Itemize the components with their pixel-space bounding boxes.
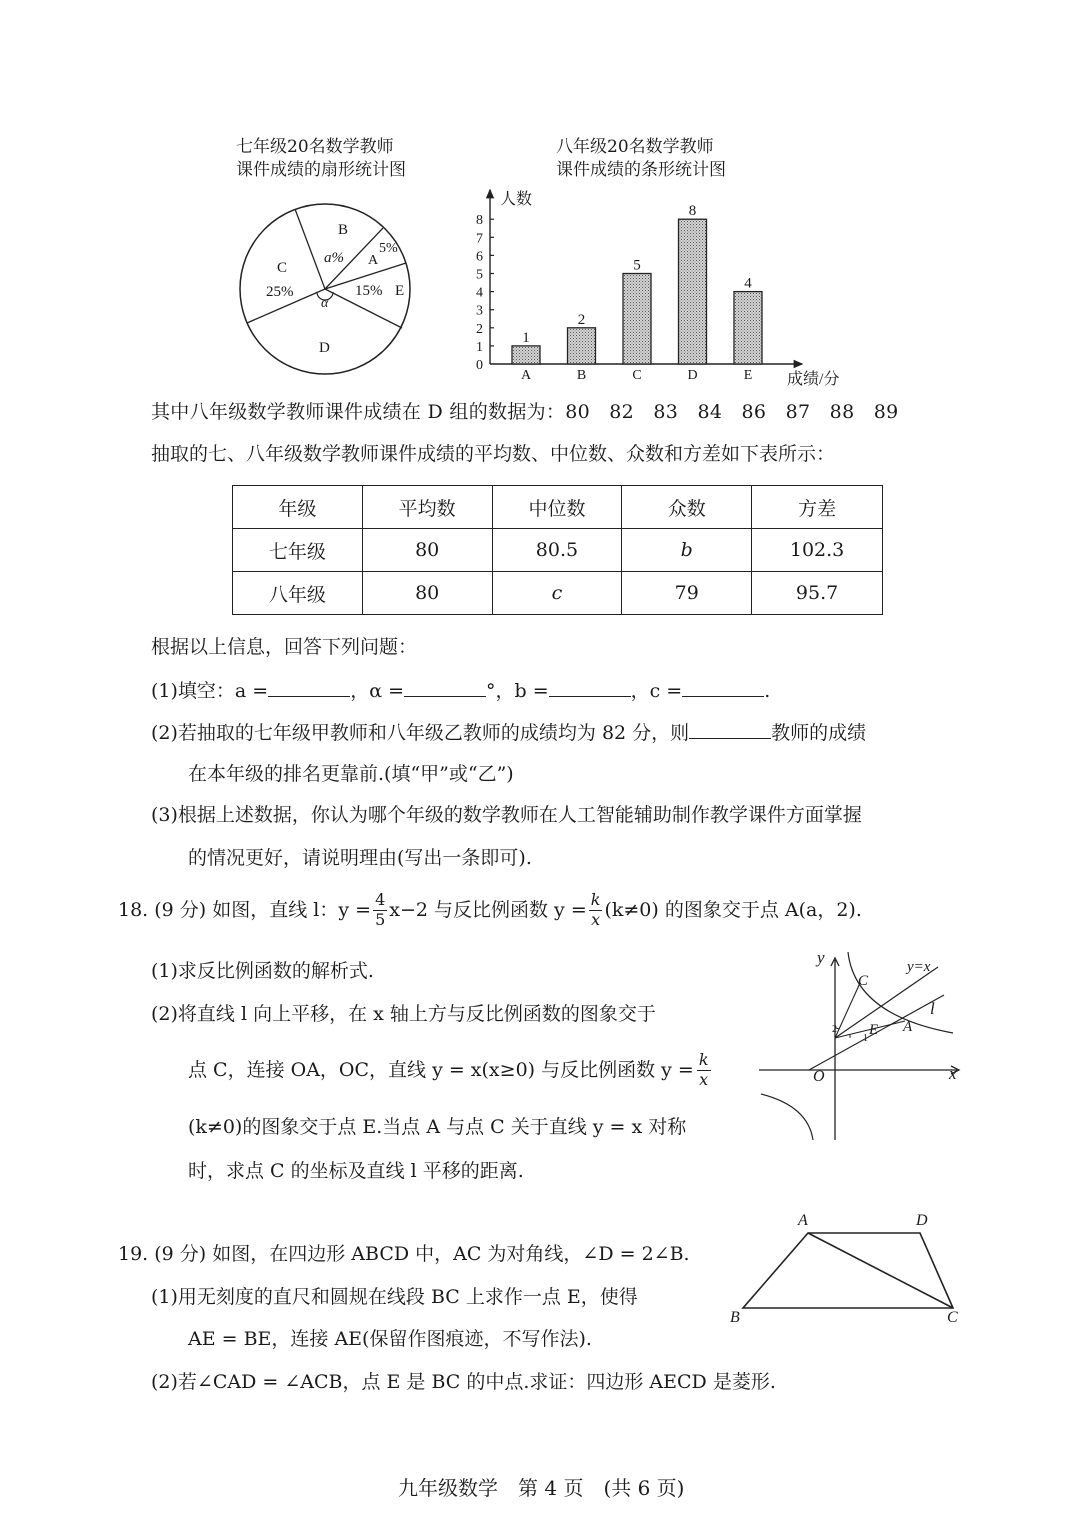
bar-y-tick-label: 8 (476, 213, 483, 229)
bar-y-tick-label: 3 (476, 303, 483, 319)
table-intro-line: 抽取的七、八年级数学教师课件成绩的平均数、中位数、众数和方差如下表所示： (151, 443, 836, 465)
bar-y-tick-label: 0 (476, 358, 483, 373)
table-header-cell: 方差 (752, 486, 883, 529)
pie-label-b: B (338, 222, 349, 238)
bar-y-tick-label: 4 (476, 285, 483, 301)
pie-label-d: D (319, 340, 330, 356)
bar-A (512, 346, 540, 364)
label-c: C (858, 973, 869, 989)
fraction-4-5: $\frac{4}{5}$ (375, 890, 386, 929)
bar-C (623, 274, 651, 365)
hyperbola-lower (761, 1094, 813, 1140)
q19-part1-line1: (1)用无刻度的直尺和圆规在线段 BC 上求作一点 E，使得 (151, 1286, 638, 1308)
pie-label-c-pct: 25% (266, 284, 294, 300)
bar-value-label: 4 (744, 275, 752, 292)
q17-part2-line2: 在本年级的排名更靠前.(填“甲”或“乙”) (188, 763, 514, 785)
label-e: E (869, 1022, 879, 1038)
bar-category-label: B (576, 368, 587, 383)
q18-part2-line2: 点 C，连接 OA，OC，直线 y = x(x≥0) 与反比例函数 y = $\frac{k}{x}$ (188, 1050, 709, 1089)
label-y: y (817, 948, 825, 967)
table-cell: b (622, 529, 752, 572)
table-cell: 80.5 (492, 529, 622, 572)
bar-value-label: 5 (633, 257, 641, 274)
quadrilateral-abcd (743, 1233, 953, 1308)
bar-value-label: 2 (577, 311, 586, 328)
label-angle-2: 2 (832, 1024, 837, 1035)
bar-y-axis-label: 人数 (500, 191, 533, 208)
label-o: O (813, 1068, 825, 1085)
label-y-equals-x: y=x (907, 959, 931, 975)
bar-D (679, 219, 707, 364)
label-b: B (730, 1309, 740, 1326)
q17-part1: (1)填空：a = ，α = °，b = ，c = . (151, 680, 771, 702)
q19-figure (725, 1205, 965, 1330)
bar-category-label: E (743, 368, 753, 383)
bar-chart (462, 182, 862, 392)
pie-label-c: C (277, 260, 288, 276)
pie-radius-bc (295, 209, 325, 289)
label-c: C (947, 1309, 958, 1326)
bar-x-axis-label: 成绩/分 (787, 371, 840, 388)
bar-title-line2: 课件成绩的条形统计图 (556, 160, 726, 180)
answer-blank (682, 680, 764, 697)
pie-label-a: A (368, 253, 379, 268)
q18-part1: (1)求反比例函数的解析式. (151, 960, 374, 982)
q17-intro: 根据以上信息，回答下列问题： (151, 636, 418, 658)
bar-B (568, 328, 596, 364)
label-a: A (903, 1019, 913, 1035)
pie-label-a-pct-value: 5% (379, 241, 398, 256)
bar-y-tick-label: 2 (476, 321, 483, 337)
bar-E (734, 292, 762, 364)
q17-part3-line1: (3)根据上述数据，你认为哪个年级的数学教师在人工智能辅助制作教学课件方面掌握 (151, 804, 862, 826)
answer-blank (268, 680, 350, 697)
label-angle-1: 1 (863, 1033, 868, 1044)
bar-y-tick-label: 6 (476, 249, 483, 265)
table-row (233, 572, 883, 615)
bar-category-label: D (687, 368, 698, 383)
table-header-cell: 众数 (622, 486, 752, 529)
bar-title-line1: 八年级20名数学教师 (556, 137, 714, 157)
label-l: l (930, 999, 935, 1018)
q18-stem: 18. (9 分) 如图，直线 l：y = $\frac{4}{5}$ x−2 与反比例函数 y = $\frac{k}{x}$ (k≠0) 的图象交于点 A(a，2). (118, 890, 862, 929)
pie-chart (236, 200, 416, 380)
bar-category-label: C (632, 368, 642, 383)
diagonal-ac (808, 1233, 953, 1308)
pie-title-line1: 七年级20名数学教师 (236, 137, 394, 157)
q18-figure (755, 940, 975, 1145)
table-cell: 102.3 (752, 529, 883, 572)
table-cell: 七年级 (233, 529, 363, 572)
bar-value-label: 1 (522, 329, 530, 346)
table-header-cell: 中位数 (492, 486, 622, 529)
fraction-k-x: $\frac{k}{x}$ (698, 1050, 709, 1089)
bar-value-label: 8 (688, 203, 697, 220)
answer-blank (404, 680, 486, 697)
q18-part2-line3: (k≠0)的图象交于点 E.当点 A 与点 C 关于直线 y = x 对称 (188, 1116, 687, 1138)
answer-blank (549, 680, 631, 697)
label-d: D (916, 1212, 928, 1229)
table-cell: 八年级 (233, 572, 363, 615)
answer-blank (689, 722, 771, 739)
table-header-row (233, 486, 883, 529)
q18-part2-line4: 时，求点 C 的坐标及直线 l 平移的距离. (188, 1160, 524, 1182)
table-cell: 80 (362, 529, 492, 572)
label-x: x (949, 1064, 957, 1083)
q19-stem: 19. (9 分) 如图，在四边形 ABCD 中，AC 为对角线，∠D = 2∠B. (118, 1243, 690, 1265)
table-cell: 79 (622, 572, 752, 615)
fraction-k-x: $\frac{k}{x}$ (590, 890, 601, 929)
page-footer: 九年级数学 第 4 页 (共 6 页) (398, 1476, 685, 1500)
pie-title-line2: 课件成绩的扇形统计图 (236, 160, 406, 180)
table-cell: 95.7 (752, 572, 883, 615)
pie-label-e: E (395, 283, 405, 299)
bar-y-tick-label: 7 (476, 231, 483, 247)
q19-part2: (2)若∠CAD = ∠ACB，点 E 是 BC 的中点.求证：四边形 AECD 是菱形. (151, 1371, 776, 1393)
table-header-cell: 年级 (233, 486, 363, 529)
q18-part2-line1: (2)将直线 l 向上平移，在 x 轴上方与反比例函数的图象交于 (151, 1003, 656, 1025)
pie-label-e-pct: 15% (355, 283, 383, 299)
bar-y-tick-label: 5 (476, 267, 483, 283)
table-cell: c (492, 572, 622, 615)
q17-part3-line2: 的情况更好，请说明理由(写出一条即可). (188, 847, 532, 869)
table-cell: 80 (362, 572, 492, 615)
pie-label-a-pct: a% (324, 250, 344, 266)
bar-y-tick-label: 1 (476, 339, 483, 355)
table-header-cell: 平均数 (362, 486, 492, 529)
d-group-data-line: 其中八年级数学教师课件成绩在 D 组的数据为：80 82 83 84 86 87 88 89 (151, 401, 899, 423)
q19-part1-line2: AE = BE，连接 AE(保留作图痕迹，不写作法). (188, 1328, 592, 1350)
table-row (233, 529, 883, 572)
pie-label-alpha: α (321, 296, 329, 311)
q17-part2-line1: (2)若抽取的七年级甲教师和八年级乙教师的成绩均为 82 分，则 教师的成绩 (151, 722, 867, 744)
label-a: A (798, 1212, 808, 1229)
bar-category-label: A (520, 368, 532, 383)
stats-table (232, 485, 883, 615)
